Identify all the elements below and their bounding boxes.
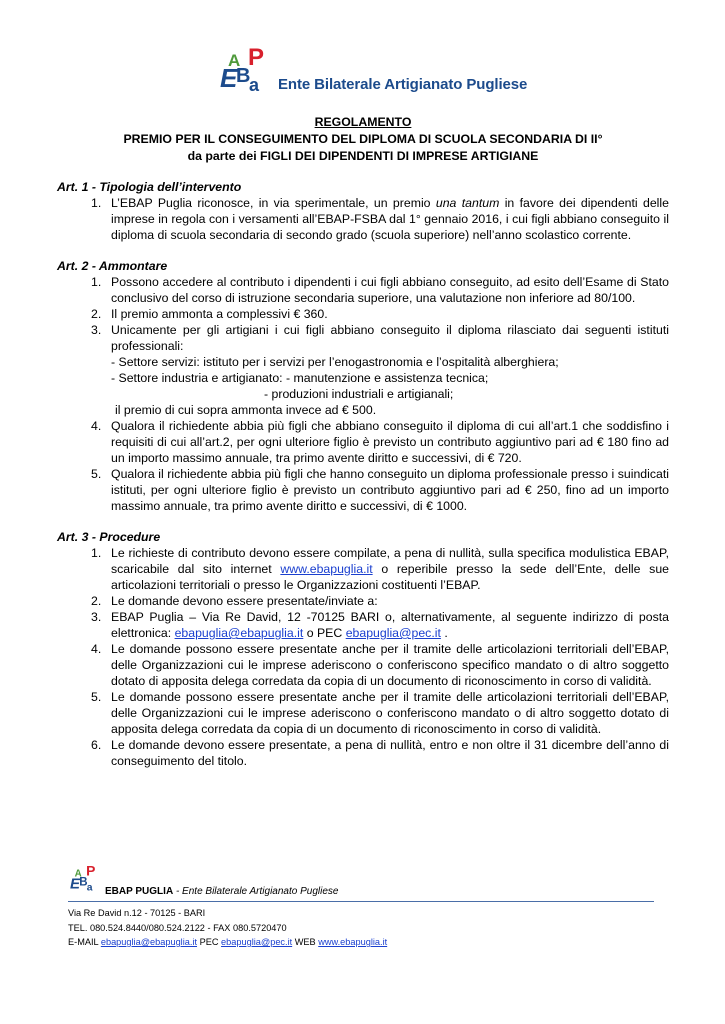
footer-tel: TEL. 080.524.8440/080.524.2122 - FAX 080.5720470 (68, 923, 287, 933)
svg-text:a: a (249, 75, 260, 93)
list-number: 1. (91, 546, 102, 560)
art3-heading: Art. 3 - Procedure (57, 530, 161, 544)
item-text: Unicamente per gli artigiani i cui figli abbiano conseguito il diploma rilasciato dai seguenti istituti professionali: (111, 323, 669, 353)
art2-item-1 (57, 274, 669, 306)
header-logo (220, 45, 530, 95)
item-text: - Settore servizi: istituto per i servizi per l’enogastronomia e l’ospitalità alberghiera; (111, 355, 559, 369)
footer-pec-link[interactable]: ebapuglia@pec.it (221, 937, 293, 947)
art3-item-4 (57, 641, 669, 689)
ebap-logo-icon (220, 45, 272, 93)
document-title (60, 114, 666, 165)
list-number: 3. (91, 323, 102, 337)
item-text: - Settore industria e artigianato: - manutenzione e assistenza tecnica; (111, 371, 489, 385)
org-name-main: Ente Bilaterale Artigianato (278, 76, 467, 93)
item-text: o reperibile presso la sede dell’Ente, delle sue articolazioni territoriali o presso le Organizzazioni costituenti l’EBAP. (111, 562, 669, 592)
svg-text:E: E (70, 875, 81, 892)
item-text: il premio di cui sopra ammonta invece ad € 500. (115, 403, 377, 417)
svg-text:A: A (228, 51, 241, 70)
art2-item-5 (57, 466, 669, 514)
list-number: 2. (91, 594, 102, 608)
item-text: in favore dei dipendenti delle imprese in regola con i versamenti all’EBAP-FSBA dal 1° gennaio 2016, i cui figli abbiano conseguito il diploma di scuola secondaria di secondo grado (scuola superiore) nell’anno scolastico corrente. (111, 196, 669, 242)
footer-ebap-logo-icon (70, 864, 100, 892)
art2-item-3-final (57, 402, 669, 418)
list-number: 1. (91, 196, 102, 210)
svg-text:B: B (236, 65, 251, 87)
art3-item-2 (57, 593, 669, 609)
list-number: 5. (91, 467, 102, 481)
item-text: Possono accedere al contributo i dipendenti i cui figli abbiano conseguito, ad esito dell’Esame di Stato conclusivo del corso di istruzione secondaria superiore, una valutazione non inferiore ad 80/100. (111, 275, 669, 305)
title-regolamento: REGOLAMENTO (314, 115, 412, 129)
footer-address: Via Re David n.12 - 70125 - BARI (68, 908, 206, 918)
document-body (57, 179, 669, 769)
svg-text:B: B (79, 876, 88, 889)
art3-item-3 (57, 609, 669, 641)
list-number: 4. (91, 642, 102, 656)
art1-list (57, 195, 669, 243)
list-number: 6. (91, 738, 102, 752)
item-text: L’EBAP Puglia riconosce, in via sperimentale, un premio (111, 196, 436, 210)
art1-item-1 (57, 195, 669, 243)
art2-item-3-produzioni (57, 386, 669, 402)
footer-web-label: WEB (292, 937, 319, 947)
art2-item-2 (57, 306, 669, 322)
list-number: 3. (91, 610, 102, 624)
svg-text:E: E (220, 63, 238, 93)
art2-item-3-industria (57, 370, 669, 386)
item-emphasis: una tantum (435, 196, 500, 210)
item-text: Qualora il richiedente abbia più figli che hanno conseguito un diploma professionale presso i suindicati istituti, per ogni ulteriore figlio è previsto un contributo aggiuntivo pari ad € 250, fino ad un importo massimo annuale, tra primo avente diritto e successivi, di € 1000. (111, 467, 669, 513)
item-text: . (440, 626, 448, 640)
org-name-region: Pugliese (466, 76, 528, 93)
art2-list (57, 274, 669, 514)
svg-text:P: P (248, 45, 265, 71)
item-text: Le domande possono essere presentate anche per il tramite delle articolazioni territoriali dell’EBAP, delle Organizzazioni cui le imprese aderiscono o conferiscono mandato o di altro soggetto dotato di apposita delega corredata da copia di un documento di riconoscimento in corso di validità. (111, 690, 669, 736)
art2-heading: Art. 2 - Ammontare (57, 259, 168, 273)
item-text: Il premio ammonta a complessivi € 360. (111, 307, 328, 321)
footer-email-label: E-MAIL (68, 937, 101, 947)
list-number: 5. (91, 690, 102, 704)
item-text: o PEC (303, 626, 346, 640)
footer-name-bold: EBAP PUGLIA (105, 886, 174, 897)
art2-item-4 (57, 418, 669, 466)
art2-item-3 (57, 322, 669, 354)
footer-web-link[interactable]: www.ebapuglia.it (318, 937, 388, 947)
footer-contacts (68, 937, 387, 947)
art3-item-1 (57, 545, 669, 593)
svg-text:A: A (74, 868, 82, 880)
art3-item-5 (57, 689, 669, 737)
item-text: - produzioni industriali e artigianali; (264, 387, 454, 401)
pec-link[interactable]: ebapuglia@pec.it (345, 626, 441, 640)
art3-item-6 (57, 737, 669, 769)
footer-name-rest: - Ente Bilaterale Artigianato Pugliese (173, 886, 339, 897)
email-link[interactable]: ebapuglia@ebapuglia.it (174, 626, 304, 640)
title-subtitle: da parte dei FIGLI DEI DIPENDENTI DI IMPRESE ARTIGIANE (187, 149, 539, 163)
list-number: 2. (91, 307, 102, 321)
item-text: Qualora il richiedente abbia più figli che abbiano conseguito il diploma di cui all’art.1 che soddisfino i requisiti di cui all’art.2, per ogni ulteriore figlio è previsto un contributo aggiuntivo pari ad € 180 fino ad un importo massimo annuale, tra primo avente diritto e successivi, di € 720. (111, 419, 669, 465)
footer-pec-label: PEC (197, 937, 222, 947)
item-text: Le richieste di contributo devono essere compilate, a pena di nullità, sulla specifica modulistica EBAP, scaricabile dal sito internet (111, 546, 669, 576)
website-link[interactable]: www.ebapuglia.it (280, 562, 373, 576)
svg-text:P: P (86, 864, 96, 879)
item-text: Le domande possono essere presentate anche per il tramite delle articolazioni territoriali dell’EBAP, delle Organizzazioni cui le imprese aderiscono o conferiscono specifico mandato o di altro soggetto dotato di apposita delega corredata da copia di un documento di riconoscimento in corso di validità. (111, 642, 669, 688)
org-name (278, 76, 527, 93)
footer-email-link[interactable]: ebapuglia@ebapuglia.it (100, 937, 198, 947)
footer-org-name (105, 886, 338, 897)
footer-divider (68, 901, 654, 902)
art3-list (57, 545, 669, 769)
art1-heading: Art. 1 - Tipologia dell’intervento (57, 180, 242, 194)
item-text: Le domande devono essere presentate, a pena di nullità, entro e non oltre il 31 dicembre dell’anno di conseguimento del titolo. (111, 738, 669, 768)
item-text: Le domande devono essere presentate/inviate a: (111, 594, 378, 608)
title-premio: PREMIO PER IL CONSEGUIMENTO DEL DIPLOMA DI SCUOLA SECONDARIA DI II° (123, 132, 603, 146)
svg-text:a: a (86, 882, 93, 892)
item-text: EBAP Puglia – Via Re David, 12 -70125 BARI o, alternativamente, al seguente indirizzo di posta elettronica: (111, 610, 669, 640)
list-number: 1. (91, 275, 102, 289)
art2-item-3-servizi (57, 354, 669, 370)
list-number: 4. (91, 419, 102, 433)
